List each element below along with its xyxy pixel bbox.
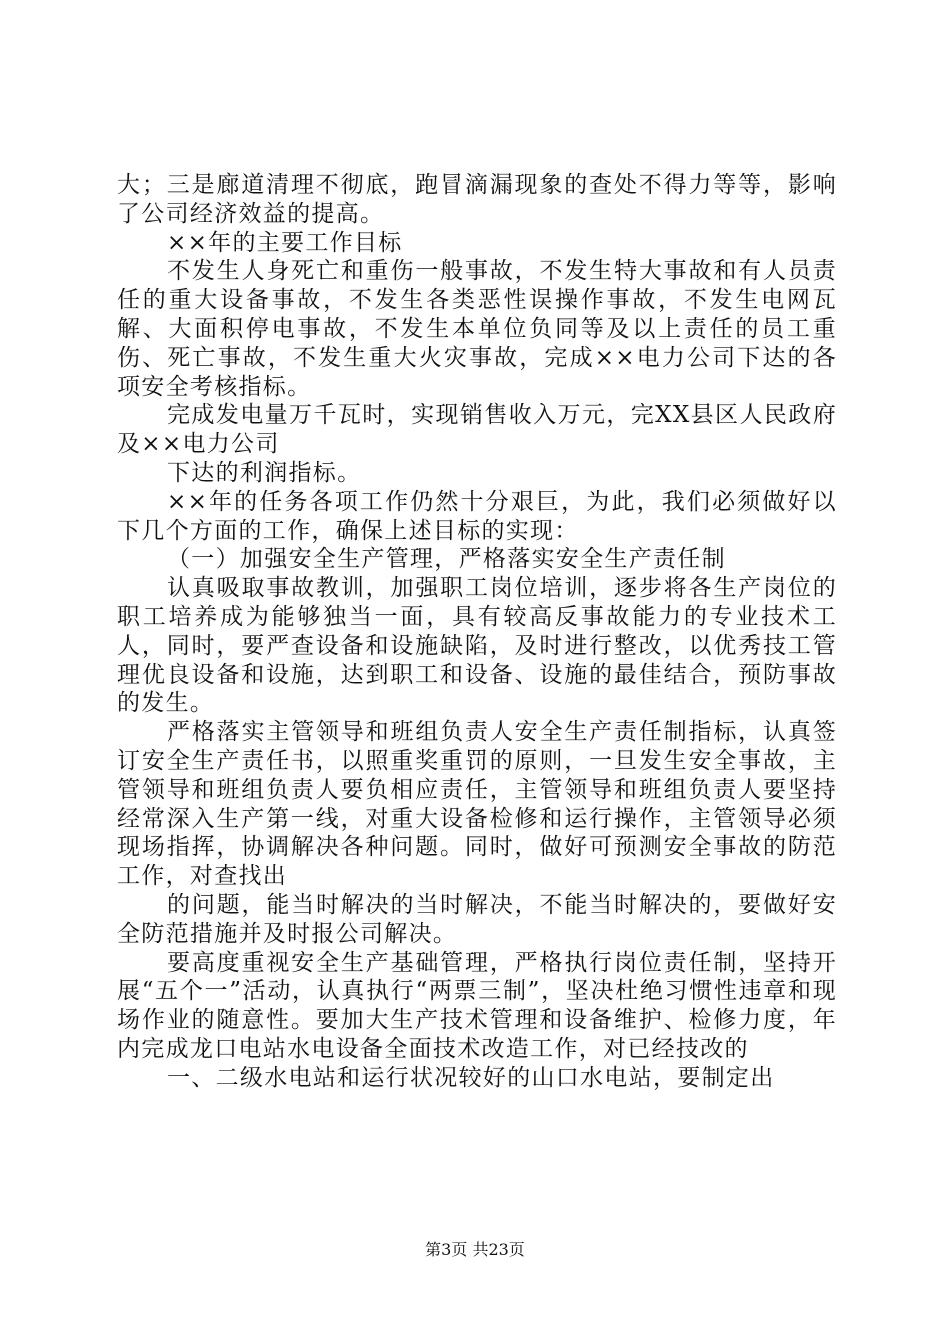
document-body (117, 171, 837, 1093)
paragraph-11: 要高度重视安全生产基础管理，严格执行岗位责任制，坚持开展“五个一”活动，认真执行“两票三制”，坚决杜绝习惯性违章和现场作业的随意性。要加大生产技术管理和设备维护、检修力度，年内完成龙口电站水电设备全面技术改造工作，对已经技改的 (117, 949, 837, 1062)
section-heading: （一）加强安全生产管理，严格落实安全生产责任制 (167, 546, 726, 573)
paragraph-10: 的问题，能当时解决的当时解决，不能当时解决的，要做好安全防范措施并及时报公司解决。 (117, 891, 837, 947)
paragraph-4: 完成发电量万千瓦时，实现销售收入万元，完XX县区人民政府及××电力公司 (117, 402, 837, 458)
paragraph-3: 不发生人身死亡和重伤一般事故，不发生特大事故和有人员责任的重大设备事故，不发生各类恶性误操作事故，不发生电网瓦解、大面积停电事故，不发生本单位负同等及以上责任的员工重伤、死亡事故，不发生重大火灾事故，完成××电力公司下达的各项安全考核指标。 (117, 258, 837, 400)
paragraph-12: 一、二级水电站和运行状况较好的山口水电站，要制定出 (167, 1064, 775, 1091)
paragraph-2: ××年的主要工作目标 (167, 229, 403, 256)
page-number-footer: 第3页 共23页 (425, 1240, 525, 1259)
paragraph-5: 下达的利润指标。 (167, 459, 362, 486)
paragraph-8: 认真吸取事故教训，加强职工岗位培训，逐步将各生产岗位的职工培养成为能够独当一面，具有较高反事故能力的专业技术工人，同时，要严查设备和设施缺陷，及时进行整改，以优秀技工管理优良设备和设施，达到职工和设备、设施的最佳结合，预防事故的发生。 (117, 575, 837, 717)
paragraph-9: 严格落实主管领导和班组负责人安全生产责任制指标，认真签订安全生产责任书，以照重奖重罚的原则，一旦发生安全事故，主管领导和班组负责人要负相应责任，主管领导和班组负责人要坚持经常深入生产第一线，对重大设备检修和运行操作，主管领导必须现场指挥，协调解决各种问题。同时，做好可预测安全事故的防范工作，对查找出 (117, 719, 837, 890)
paragraph-6: ××年的任务各项工作仍然十分艰巨，为此，我们必须做好以下几个方面的工作，确保上述目标的实现： (117, 488, 837, 544)
paragraph-1: 大；三是廊道清理不彻底，跑冒滴漏现象的查处不得力等等，影响了公司经济效益的提高。 (117, 172, 837, 227)
